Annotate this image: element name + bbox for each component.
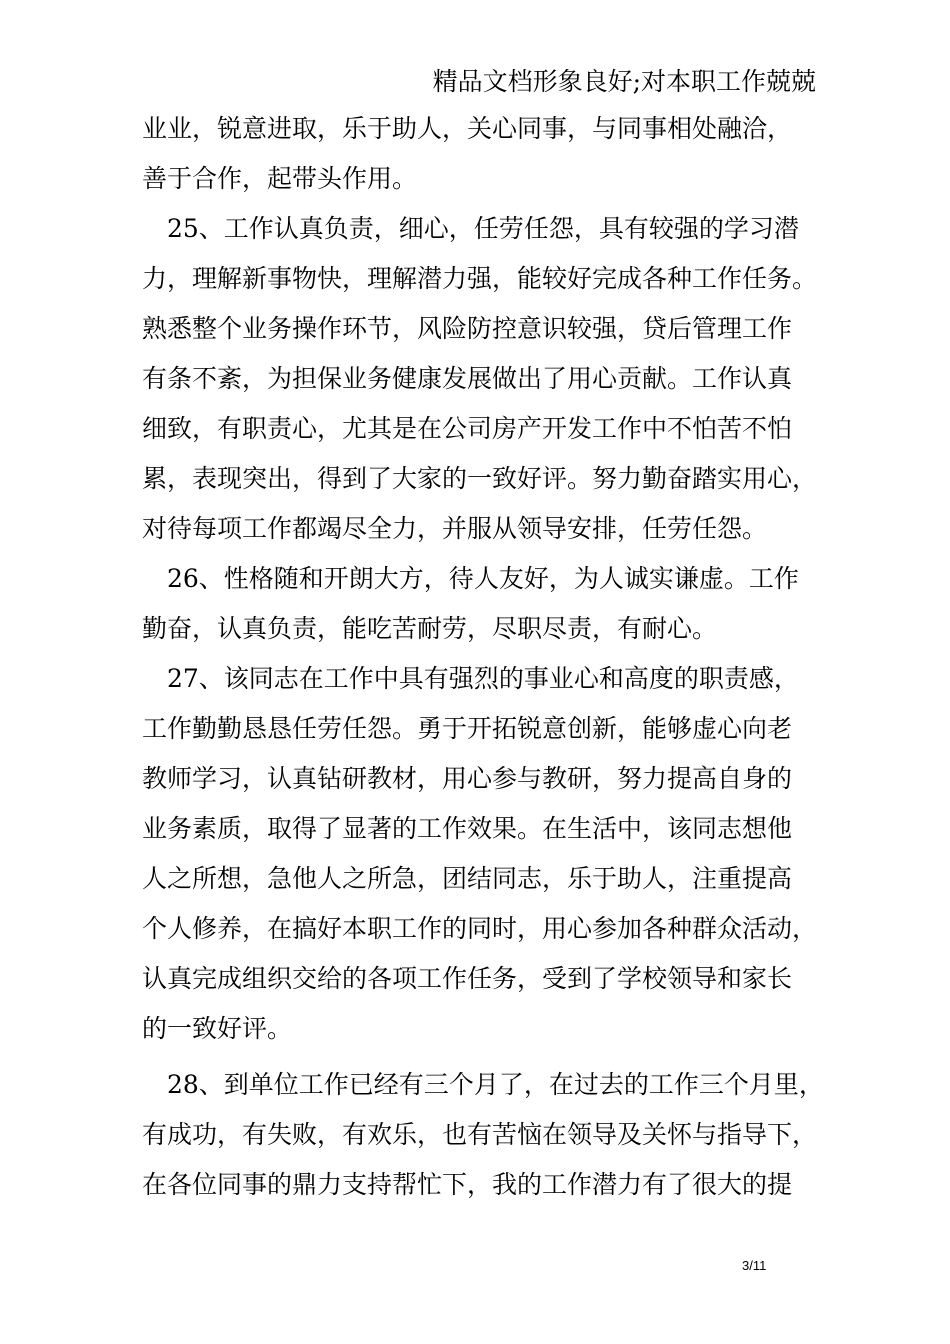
text-line: 工作勤勤恳恳任劳任怨。勇于开拓锐意创新，能够虚心向老: [142, 714, 793, 743]
text-line: 有成功，有失败，有欢乐，也有苦恼在领导及关怀与指导下，: [142, 1120, 818, 1149]
paragraph-25-start: 25、工作认真负责，细心，任劳任怨，具有较强的学习潜: [167, 214, 799, 243]
text-line: 人之所想，急他人之所急，团结同志，乐于助人，注重提高: [142, 864, 793, 893]
text-line: 个人修养，在搞好本职工作的同时，用心参加各种群众活动，: [142, 914, 818, 943]
text-line: 勤奋，认真负责，能吃苦耐劳，尽职尽责，有耐心。: [142, 614, 718, 643]
text-line: 细致，有职责心，尤其是在公司房产开发工作中不怕苦不怕: [142, 414, 793, 443]
page-header: 精品文档形象良好;对本职工作兢兢: [432, 67, 816, 96]
paragraph-28-start: 28、到单位工作已经有三个月了，在过去的工作三个月里，: [167, 1070, 824, 1099]
text-line: 熟悉整个业务操作环节，风险防控意识较强，贷后管理工作: [142, 314, 793, 343]
text-line: 业务素质，取得了显著的工作效果。在生活中，该同志想他: [142, 814, 793, 843]
document-body: [142, 112, 822, 1202]
page-number: 3/11: [742, 1258, 767, 1273]
text-line: 教师学习，认真钻研教材，用心参与教研，努力提高自身的: [142, 764, 793, 793]
paragraph-26-start: 26、性格随和开朗大方，待人友好，为人诚实谦虚。工作: [167, 564, 799, 593]
text-line: 在各位同事的鼎力支持帮忙下，我的工作潜力有了很大的提: [142, 1170, 793, 1199]
text-line: 认真完成组织交给的各项工作任务，受到了学校领导和家长: [142, 964, 793, 993]
text-line: 的一致好评。: [142, 1014, 293, 1043]
text-line: 对待每项工作都竭尽全力，并服从领导安排，任劳任怨。: [142, 514, 768, 543]
text-line: 有条不紊，为担保业务健康发展做出了用心贡献。工作认真: [142, 364, 793, 393]
text-line: 力，理解新事物快，理解潜力强，能较好完成各种工作任务。: [142, 264, 818, 293]
text-line: 善于合作，起带头作用。: [142, 164, 418, 193]
paragraph-27-start: 27、该同志在工作中具有强烈的事业心和高度的职责感，: [167, 664, 799, 693]
text-line: 累，表现突出，得到了大家的一致好评。努力勤奋踏实用心，: [142, 464, 818, 493]
text-line: 业业，锐意进取，乐于助人，关心同事，与同事相处融洽，: [142, 114, 793, 143]
